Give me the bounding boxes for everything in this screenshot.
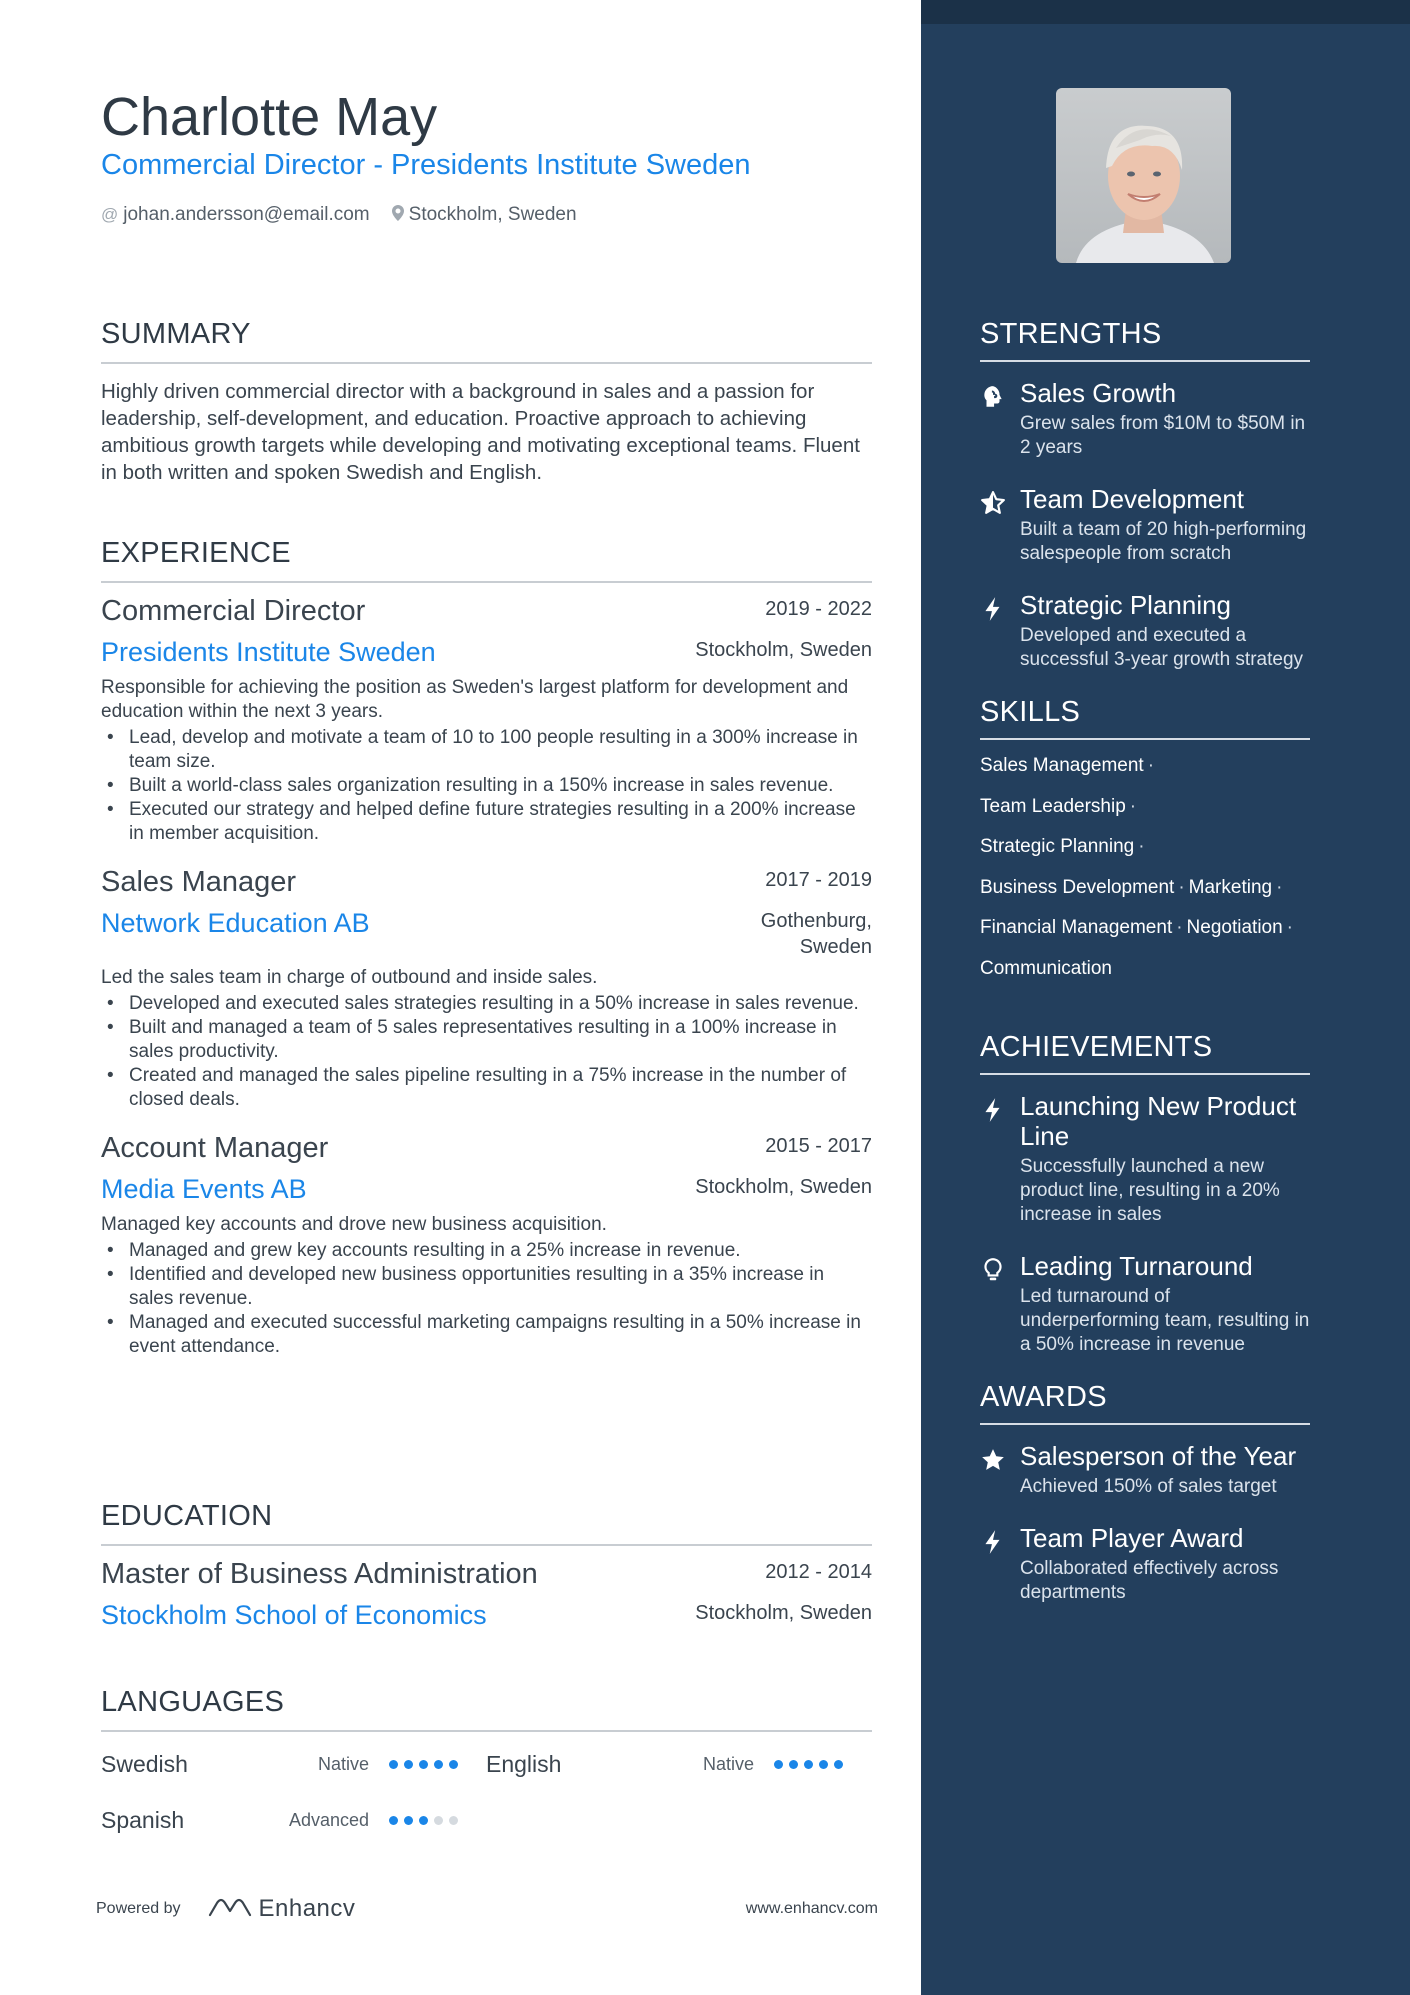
job-dates: 2017 - 2019 xyxy=(765,869,872,891)
award-title: Salesperson of the Year xyxy=(1020,1441,1297,1471)
school-name: Stockholm School of Economics xyxy=(101,1600,487,1630)
skills-line xyxy=(980,746,1310,787)
skill-item: Financial Management xyxy=(980,917,1173,938)
skills-title: SKILLS xyxy=(980,696,1310,740)
job-bullets xyxy=(101,726,872,846)
job-dates: 2015 - 2017 xyxy=(765,1135,872,1157)
languages-section xyxy=(101,1686,872,1834)
skills-line xyxy=(980,827,1310,868)
job-entry xyxy=(101,593,872,846)
award-desc: Achieved 150% of sales target xyxy=(1020,1476,1277,1497)
rating-dot xyxy=(404,1816,413,1825)
skill-separator: · xyxy=(1176,917,1183,938)
skill-item: Strategic Planning xyxy=(980,836,1135,857)
skills-list xyxy=(980,746,1310,989)
awards-section xyxy=(980,1381,1310,1605)
education-section xyxy=(101,1500,872,1633)
languages-title: LANGUAGES xyxy=(101,1686,872,1732)
strengths-section xyxy=(980,318,1310,672)
location-contact xyxy=(392,204,577,226)
summary-title: SUMMARY xyxy=(101,318,872,364)
language-name: Spanish xyxy=(101,1806,185,1833)
job-location-line: Gothenburg, xyxy=(760,910,872,932)
rating-dot xyxy=(774,1760,783,1769)
lightning-icon xyxy=(980,590,1020,672)
bullet-item: • Developed and executed sales strategies resulting in a 50% increase in sales revenue. xyxy=(101,992,872,1016)
job-description: Managed key accounts and drove new business acquisition. xyxy=(101,1214,607,1235)
strength-item xyxy=(980,590,1310,672)
rating-dot xyxy=(419,1816,428,1825)
email-text: johan.andersson@email.com xyxy=(123,204,370,225)
job-entry xyxy=(101,1130,872,1359)
rating-dot xyxy=(404,1760,413,1769)
job-dates: 2019 - 2022 xyxy=(765,598,872,620)
degree-title: Master of Business Administration xyxy=(101,1558,538,1590)
bullet-item: • Executed our strategy and helped define future strategies resulting in a 200% increase in member acquisition. xyxy=(101,798,872,846)
footer-url[interactable]: www.enhancv.com xyxy=(745,1900,878,1917)
bullet-item: • Lead, develop and motivate a team of 10 to 100 people resulting in a 300% increase in team size. xyxy=(101,726,872,774)
award-item xyxy=(980,1523,1310,1605)
rating-dot xyxy=(789,1760,798,1769)
skill-item: Communication xyxy=(980,957,1112,979)
language-name: English xyxy=(486,1750,562,1777)
lightning-icon xyxy=(980,1523,1020,1605)
award-desc: Collaborated effectively across departments xyxy=(1020,1558,1279,1603)
rating-dot xyxy=(804,1760,813,1769)
summary-section xyxy=(101,318,872,486)
languages-list xyxy=(101,1750,872,1834)
language-item xyxy=(486,1750,872,1778)
skill-separator: · xyxy=(1276,876,1283,898)
job-company: Presidents Institute Sweden xyxy=(101,637,436,667)
strengths-title: STRENGTHS xyxy=(980,318,1310,362)
job-entry xyxy=(101,864,872,1112)
rating-dot xyxy=(389,1816,398,1825)
location-text: Stockholm, Sweden xyxy=(408,204,577,225)
strength-desc: Built a team of 20 high-performing salespeople from scratch xyxy=(1020,519,1307,564)
brain-icon xyxy=(980,378,1020,460)
achievement-desc: Successfully launched a new product line, resulting in a 20% increase in sales xyxy=(1020,1156,1280,1225)
strength-item xyxy=(980,484,1310,566)
strength-desc: Grew sales from $10M to $50M in 2 years xyxy=(1020,413,1306,458)
star-icon xyxy=(980,1441,1020,1499)
sidebar-top-bar xyxy=(921,0,1410,24)
enhancv-logo-icon xyxy=(207,1898,253,1920)
language-level: Native xyxy=(702,1753,754,1774)
bullet-item: • Built and managed a team of 5 sales representatives resulting in a 100% increase in sales productivity. xyxy=(101,1016,872,1064)
bullet-item: • Managed and grew key accounts resulting in a 25% increase in revenue. xyxy=(101,1239,872,1263)
experience-title: EXPERIENCE xyxy=(101,537,872,583)
strength-item xyxy=(980,378,1310,460)
achievement-title: Leading Turnaround xyxy=(1020,1251,1253,1281)
strength-title: Team Development xyxy=(1020,484,1244,514)
rating-dot xyxy=(834,1760,843,1769)
sidebar xyxy=(921,0,1410,1995)
achievements-section xyxy=(980,1031,1310,1357)
education-entry xyxy=(101,1556,872,1633)
rating-dot xyxy=(434,1760,443,1769)
achievement-item xyxy=(980,1251,1310,1357)
rating-dot xyxy=(449,1816,458,1825)
skills-line xyxy=(980,787,1310,828)
rating-dot xyxy=(449,1760,458,1769)
job-description: Led the sales team in charge of outbound and inside sales. xyxy=(101,967,598,988)
skills-section xyxy=(980,696,1310,989)
skill-separator: · xyxy=(1178,876,1185,898)
skill-item: Marketing xyxy=(1188,876,1273,898)
skill-separator: · xyxy=(1286,917,1293,938)
strength-title: Strategic Planning xyxy=(1020,590,1232,620)
at-icon: @ xyxy=(101,205,119,224)
location-pin-icon xyxy=(392,205,404,226)
language-rating xyxy=(389,1816,458,1825)
skill-item: Business Development xyxy=(980,876,1175,898)
rating-dot xyxy=(434,1816,443,1825)
language-level: Native xyxy=(317,1753,369,1774)
job-description: Responsible for achieving the position as Sweden's largest platform for development and education within the next 3 years. xyxy=(101,677,849,722)
strength-title: Sales Growth xyxy=(1020,378,1177,408)
achievement-title: Launching New Product Line xyxy=(1020,1091,1297,1151)
bullet-item: • Identified and developed new business opportunities resulting in a 35% increase in sales revenue. xyxy=(101,1263,872,1311)
achievement-item xyxy=(980,1091,1310,1227)
powered-by-text: Powered by xyxy=(96,1900,181,1917)
job-bullets xyxy=(101,1239,872,1359)
job-location: Stockholm, Sweden xyxy=(695,639,872,661)
award-item xyxy=(980,1441,1310,1499)
education-title: EDUCATION xyxy=(101,1500,872,1546)
language-level: Advanced xyxy=(288,1809,369,1830)
education-dates: 2012 - 2014 xyxy=(765,1561,872,1583)
job-title: Account Manager xyxy=(101,1132,329,1164)
strength-desc: Developed and executed a successful 3-year growth strategy xyxy=(1020,625,1304,670)
achievement-desc: Led turnaround of underperforming team, resulting in a 50% increase in revenue xyxy=(1020,1286,1310,1355)
language-name: Swedish xyxy=(101,1750,188,1777)
award-title: Team Player Award xyxy=(1020,1523,1244,1553)
summary-text: Highly driven commercial director with a background in sales and a passion for leadership, self-development, and education. Proactive approach to achieving ambitious growth targets while developing and motivating exceptional teams. Fluent in both written and spoken Swedish and English. xyxy=(101,380,860,484)
rating-dot xyxy=(419,1760,428,1769)
skill-separator: · xyxy=(1129,795,1137,817)
school-location: Stockholm, Sweden xyxy=(695,1602,872,1624)
enhancv-logo[interactable] xyxy=(207,1895,356,1923)
bullet-item: • Built a world-class sales organization resulting in a 150% increase in sales revenue. xyxy=(101,774,872,798)
skill-item: Negotiation xyxy=(1186,917,1283,938)
job-location-line: Sweden xyxy=(799,936,872,958)
job-company: Media Events AB xyxy=(101,1174,307,1204)
email-contact[interactable] xyxy=(101,204,370,226)
experience-section xyxy=(101,537,872,1359)
candidate-name: Charlotte May xyxy=(101,87,438,147)
brand-name: Enhancv xyxy=(258,1895,356,1922)
job-bullets xyxy=(101,992,872,1112)
candidate-headline: Commercial Director - Presidents Institute Sweden xyxy=(101,149,751,181)
rating-dot xyxy=(389,1760,398,1769)
skill-separator: · xyxy=(1138,836,1145,857)
contact-info xyxy=(101,204,599,226)
bullet-item: • Managed and executed successful marketing campaigns resulting in a 50% increase in event attendance. xyxy=(101,1311,872,1359)
skills-line xyxy=(980,908,1310,949)
language-item xyxy=(101,1750,486,1778)
sidebar-content xyxy=(980,318,1310,1629)
footer xyxy=(96,1895,878,1923)
language-rating xyxy=(389,1760,458,1769)
skills-line xyxy=(980,868,1310,909)
job-location xyxy=(761,908,872,960)
star-half-icon xyxy=(980,484,1020,566)
awards-title: AWARDS xyxy=(980,1381,1310,1425)
bullet-item: • Created and managed the sales pipeline resulting in a 75% increase in the number of closed deals. xyxy=(101,1064,872,1112)
rating-dot xyxy=(819,1760,828,1769)
lightning-icon xyxy=(980,1091,1020,1227)
achievements-title: ACHIEVEMENTS xyxy=(980,1031,1310,1075)
lightbulb-icon xyxy=(980,1251,1020,1357)
job-title: Commercial Director xyxy=(101,595,366,627)
job-title: Sales Manager xyxy=(101,866,297,898)
skills-line xyxy=(980,949,1310,990)
job-company: Network Education AB xyxy=(101,908,370,938)
language-item xyxy=(101,1806,486,1834)
language-rating xyxy=(774,1760,843,1769)
skill-item: Sales Management xyxy=(980,755,1144,776)
profile-photo xyxy=(1056,88,1231,263)
skill-item: Team Leadership xyxy=(980,795,1126,817)
job-location: Stockholm, Sweden xyxy=(695,1176,872,1198)
skill-separator: · xyxy=(1147,755,1155,776)
